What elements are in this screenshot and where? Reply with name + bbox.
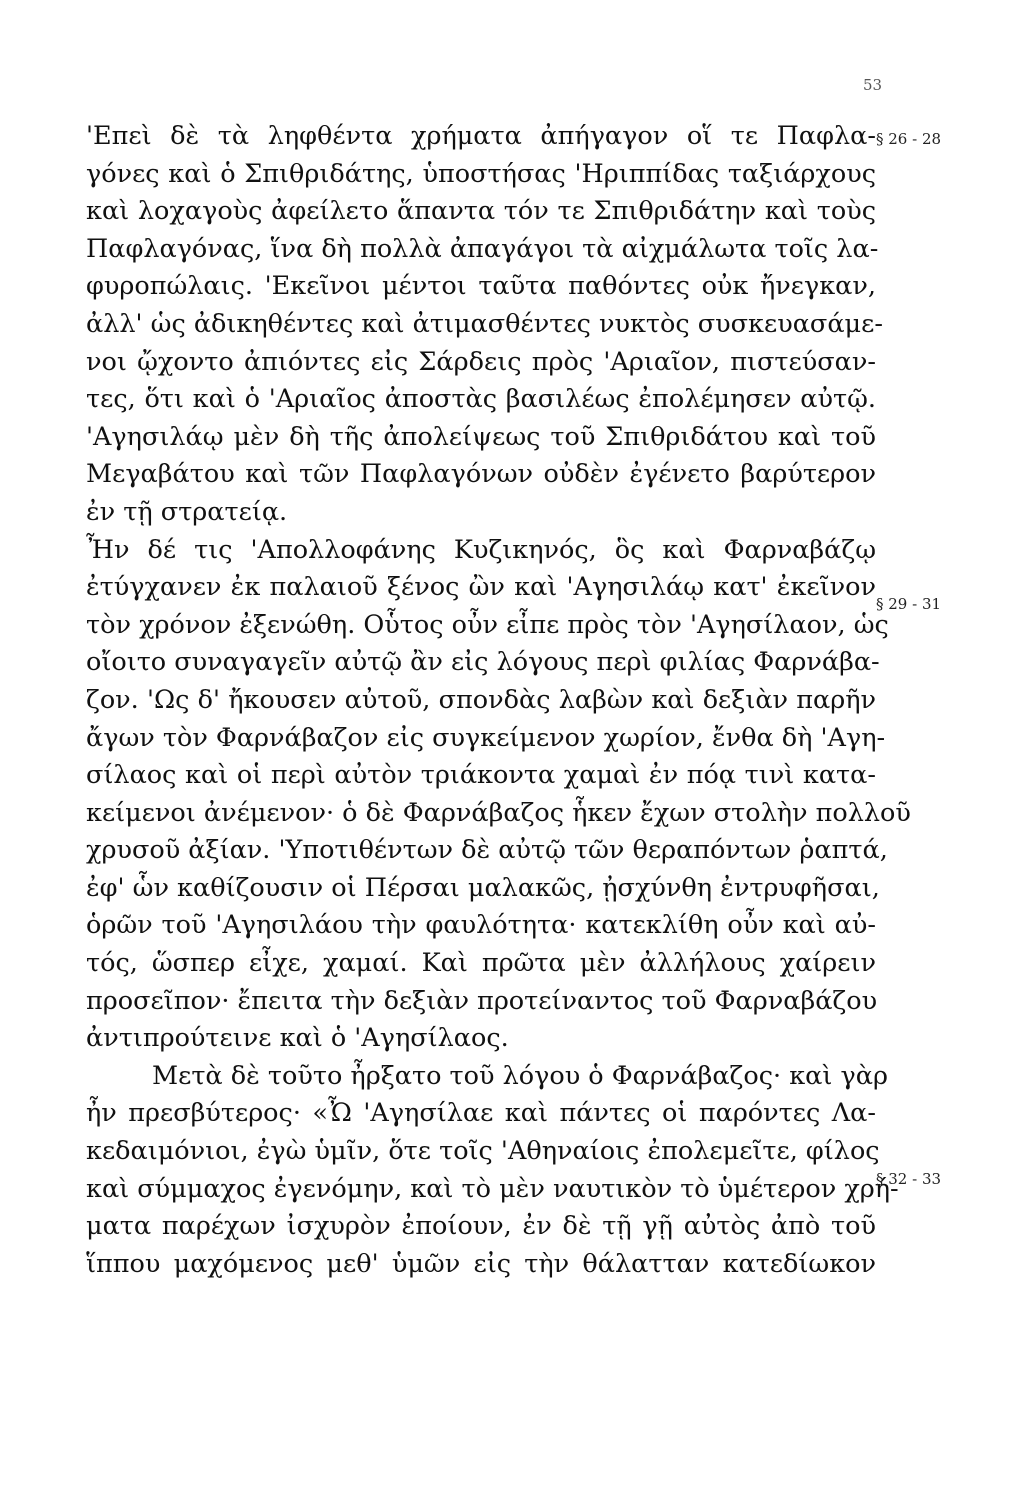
text-line: τὸν χρόνον ἐξενώθη. Οὗτος οὖν εἶπε πρὸς τὸν 'Αγησίλαον, ὡς	[86, 609, 889, 640]
section-margin-note: § 29 - 31	[876, 595, 942, 613]
text-line: σίλαος καὶ οἱ περὶ αὐτὸν τριάκοντα χαμαὶ ἐν πόᾳ τινὶ κατα-	[86, 760, 876, 791]
page-number: 53	[863, 76, 883, 94]
text-line: ἐν τῇ στρατείᾳ.	[86, 496, 288, 527]
text-line: νοι ᾤχοντο ἀπιόντες εἰς Σάρδεις πρὸς 'Αριαῖον, πιστεύσαν-	[86, 346, 876, 377]
text-line: ζον. 'Ως δ' ἤκουσεν αὐτοῦ, σπονδὰς λαβὼν καὶ δεξιὰν παρῆν	[86, 684, 876, 715]
text-line: ἀντιπρούτεινε καὶ ὁ 'Αγησίλαος.	[86, 1023, 509, 1054]
text-line: ἄγων τὸν Φαρνάβαζον εἰς συγκείμενον χωρίον, ἔνθα δὴ 'Αγη-	[86, 722, 886, 753]
text-line: ὁρῶν τοῦ 'Αγησιλάου τὴν φαυλότητα· κατεκλίθη οὖν καὶ αὐ-	[86, 910, 876, 941]
text-line: 'Αγησιλάῳ μὲν δὴ τῆς ἀπολείψεως τοῦ Σπιθριδάτου καὶ τοῦ	[86, 421, 876, 452]
text-line: προσεῖπον· ἔπειτα τὴν δεξιὰν προτείναντος τοῦ Φαρναβάζου	[86, 985, 878, 1016]
text-line: φυροπώλαις. 'Εκεῖνοι μέντοι ταῦτα παθόντες οὐκ ἤνεγκαν,	[86, 271, 876, 302]
text-line: τός, ὥσπερ εἶχε, χαμαί. Καὶ πρῶτα μὲν ἀλλήλους χαίρειν	[86, 948, 876, 979]
section-margin-note: § 26 - 28	[876, 130, 942, 148]
text-line: Μετὰ δὲ τοῦτο ἦρξατο τοῦ λόγου ὁ Φαρνάβαζος· καὶ γὰρ	[152, 1060, 888, 1091]
text-line: Ἦν δέ τις 'Απολλοφάνης Κυζικηνός, ὃς καὶ Φαρναβάζῳ	[86, 534, 876, 565]
paragraph-3	[86, 1058, 899, 1284]
text-line: ἵππου μαχόμενος μεθ' ὑμῶν εἰς τὴν θάλατταν κατεδίωκον	[86, 1248, 876, 1279]
text-line: Μεγαβάτου καὶ τῶν Παφλαγόνων οὐδὲν ἐγένετο βαρύτερον	[86, 459, 876, 490]
text-line: οἴοιτο συναγαγεῖν αὐτῷ ἂν εἰς λόγους περὶ φιλίας Φαρνάβα-	[86, 647, 880, 678]
text-line: ματα παρέχων ἰσχυρὸν ἐποίουν, ἐν δὲ τῇ γῇ αὐτὸς ἀπὸ τοῦ	[86, 1211, 876, 1242]
text-line: ἦν πρεσβύτερος· «Ὦ 'Αγησίλαε καὶ πάντες οἱ παρόντες Λα-	[86, 1098, 876, 1129]
text-line: ἀλλ' ὡς ἀδικηθέντες καὶ ἀτιμασθέντες νυκτὸς συσκευασάμε-	[86, 308, 883, 339]
text-line: καὶ λοχαγοὺς ἀφείλετο ἅπαντα τόν τε Σπιθριδάτην καὶ τοὺς	[86, 196, 876, 227]
text-line: κείμενοι ἀνέμενον· ὁ δὲ Φαρνάβαζος ἧκεν ἔχων στολὴν πολλοῦ	[86, 797, 911, 828]
text-line: 'Επεὶ δὲ τὰ ληφθέντα χρήματα ἀπήγαγον οἵ τε Παφλα-	[86, 121, 876, 151]
text-line: Παφλαγόνας, ἵνα δὴ πολλὰ ἀπαγάγοι τὰ αἰχμάλωτα τοῖς λα-	[86, 233, 879, 264]
text-line: κεδαιμόνιοι, ἐγὼ ὑμῖν, ὅτε τοῖς 'Αθηναίοις ἐπολεμεῖτε, φίλος	[86, 1136, 880, 1167]
paragraph-1	[86, 118, 883, 532]
text-line: γόνες καὶ ὁ Σπιθριδάτης, ὑποστήσας 'Ηριππίδας ταξιάρχους	[86, 158, 876, 189]
text-line: ἐφ' ὧν καθίζουσιν οἱ Πέρσαι μαλακῶς, ᾐσχύνθη ἐντρυφῆσαι,	[86, 872, 880, 903]
section-margin-note: § 32 - 33	[876, 1170, 942, 1188]
text-line: χρυσοῦ ἀξίαν. 'Υποτιθέντων δὲ αὐτῷ τῶν θεραπόντων ῥαπτά,	[86, 835, 888, 866]
text-line: ἐτύγχανεν ἐκ παλαιοῦ ξένος ὢν καὶ 'Αγησιλάῳ κατ' ἐκεῖνον	[86, 572, 876, 603]
text-line: καὶ σύμμαχος ἐγενόμην, καὶ τὸ μὲν ναυτικὸν τὸ ὑμέτερον χρή-	[86, 1173, 899, 1204]
text-line: τες, ὅτι καὶ ὁ 'Αριαῖος ἀποστὰς βασιλέως ἐπολέμησεν αὐτῷ.	[86, 384, 876, 415]
